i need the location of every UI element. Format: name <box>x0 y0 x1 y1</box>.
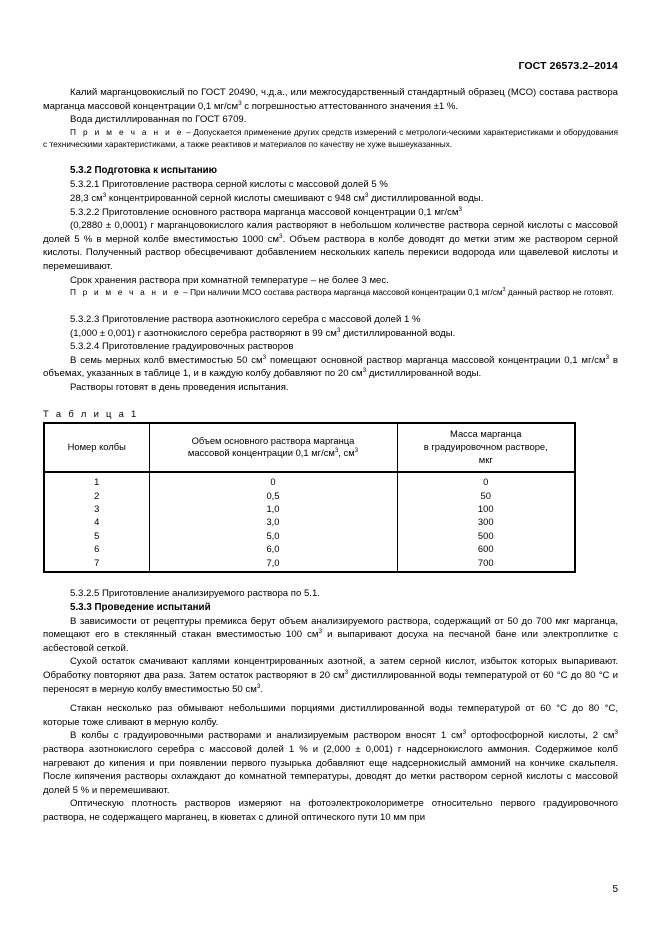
spacer <box>43 573 618 587</box>
cell-volume: 0 <box>149 472 397 488</box>
cell-flask-number: 1 <box>44 472 149 488</box>
text-533-p2-c: . <box>260 683 264 695</box>
sup-cm3: 3 <box>502 287 506 294</box>
paragraph-533-p3: Стакан несколько раз обмывают небольшими порциями дистиллированной воды температурой от 60 °С до 80 °С, которые тоже сливают в мерную колбу. <box>43 703 618 728</box>
spacer <box>43 299 618 313</box>
paragraph-5-3-2-4: 5.3.2.4 Приготовление градуировочных растворов <box>70 341 294 353</box>
sup-cm3: 3 <box>336 326 341 334</box>
paragraph-533-p1 <box>43 615 618 656</box>
table-caption: Т а б л и ц а 1 <box>43 408 139 420</box>
cell-flask-number: 3 <box>44 502 149 515</box>
paragraph-5-3-2-2-body <box>43 219 618 273</box>
col3-line1: Масса марганца <box>450 428 522 440</box>
text-533-p4-c: раствора азотнокислого серебра с массовой долей 1 % и (2,000 ± 0,001) г надсернокислого аммония. Содержимое колб нагревают до кипения и при появлении первого пузырька добавляют еще надсернокислый аммоний на кончике скальпеля. После кипячения растворы охлаждают до комнатной температуры, доводят до метки раствором серной кислоты с массовой долей 5 % и перемешивают. <box>43 744 618 796</box>
cell-mass: 0 <box>483 476 489 488</box>
sup-cm3: 3 <box>238 99 242 107</box>
text-5323-a: (1,000 ± 0,001) г азотнокислого серебра растворяют в 99 см <box>70 327 337 339</box>
paragraph-533-p4 <box>43 729 618 797</box>
sup-cm3: 3 <box>279 232 283 240</box>
table-row <box>44 489 575 502</box>
text-533-p1-b: и выпаривают досуха на песчаной бане или электроплитке с асбестовой сеткой. <box>43 629 618 654</box>
cell-volume: 1,0 <box>149 502 397 515</box>
text-5321-b: концентрированной серной кислоты смешивают с 948 см <box>106 192 365 204</box>
cell-mass: 500 <box>477 529 494 541</box>
sup-cm3: 3 <box>256 682 261 690</box>
sup-cm3: 3 <box>458 205 462 213</box>
paragraph-prepare-same-day: Растворы готовят в день проведения испытания. <box>70 381 289 393</box>
sup-cm3: 3 <box>334 447 339 455</box>
sup-cm3: 3 <box>462 729 467 737</box>
heading-5-3-2: 5.3.2 Подготовка к испытанию <box>70 165 218 177</box>
table-row <box>44 529 575 542</box>
col3-line2: в градуировочном растворе, <box>423 441 548 453</box>
col2-line1: Объем основного раствора марганца <box>191 434 355 446</box>
col-header-stock-solution-volume <box>149 423 397 472</box>
col2-line2a: массовой концентрации 0,1 мг/см <box>187 447 335 459</box>
sup-cm3: 3 <box>362 367 367 375</box>
note-2-label: П р и м е ч а н и е <box>70 287 181 298</box>
sup-cm3: 3 <box>344 668 349 676</box>
paragraph-5-3-2-3-body <box>43 327 618 341</box>
col-header-flask-number: Номер колбы <box>44 423 149 472</box>
paragraph-533-p5: Оптическую плотность растворов измеряют на фотоэлектроколориметре относительно первого градуировочного раствора, не содержащего марганец, в кюветах с длиной оптического пути 10 мм при <box>43 798 618 824</box>
paragraph-5-3-2-3: 5.3.2.3 Приготовление раствора азотнокислого серебра с массовой долей 1 % <box>70 313 421 325</box>
cell-volume: 5,0 <box>149 529 397 542</box>
text-5321-a: 28,3 см <box>70 192 103 204</box>
text-potassium-1: Калий марганцовокислый по ГОСТ 20490, ч.д.а., или межгосударственный стандартный образец (МСО) состава раствора марганца массовой концентрации 0,1 мг/см <box>43 87 618 112</box>
paragraph-533-p2 <box>43 655 618 696</box>
text-5324-b: помещают основной раствор марганца массовой концентрации 0,1 мг/см <box>266 354 606 366</box>
text-5323-b: дистиллированной воды. <box>340 327 456 339</box>
text-5322-body-a: (0,2880 ± 0,0001) г марганцовокислого калия растворяют в небольшом количестве раствора серной кислоты с массовой долей 5 % в мерной колбе вместимостью 1000 см <box>43 220 618 245</box>
text-533-p4-b: ортофосфорной кислоты, 2 см <box>466 730 615 742</box>
cell-mass: 50 <box>480 489 491 501</box>
cell-flask-number: 5 <box>44 529 149 542</box>
cell-flask-number: 4 <box>44 515 149 528</box>
cell-volume: 7,0 <box>149 556 397 572</box>
cell-flask-number: 6 <box>44 542 149 555</box>
col3-line3: мкг <box>478 453 493 465</box>
page-header-standard-id: ГОСТ 26573.2–2014 <box>518 60 618 72</box>
cell-mass: 100 <box>477 503 494 515</box>
text-5322-a: 5.3.2.2 Приготовление основного раствора марганца массовой концентрации 0,1 мг/см <box>70 206 459 218</box>
note-2 <box>43 287 618 299</box>
sup-cm3: 3 <box>354 447 359 455</box>
table-row <box>44 515 575 528</box>
note-2-text-b: данный раствор не готовят. <box>505 287 614 298</box>
text-533-p2-a: Сухой остаток смачивают каплями концентрированных азотной, а затем серной кислот, избыток которых выпаривают. Обработку повторяют два раза. Затем остаток растворяют в 20 см <box>43 656 618 682</box>
note-1-label: П р и м е ч а н и е <box>70 126 184 137</box>
table-header <box>44 423 575 472</box>
paragraph-5-3-2-4-body <box>43 354 618 381</box>
cell-volume: 0,5 <box>149 489 397 502</box>
col-header-manganese-mass <box>397 423 575 472</box>
table-1-calibration-solutions <box>43 422 576 573</box>
cell-volume: 6,0 <box>149 542 397 555</box>
paragraph-5-3-2-2 <box>43 206 618 220</box>
note-1 <box>43 127 618 151</box>
table-body <box>44 472 575 572</box>
text-533-p4-a: В колбы с градуировочными растворами и анализируемым раствором вносят 1 см <box>70 730 463 742</box>
cell-flask-number: 2 <box>44 489 149 502</box>
text-5321-c: дистиллированной воды. <box>368 192 484 204</box>
paragraph-5-3-2-1-body <box>43 192 618 206</box>
col2-line2b: , см <box>338 447 355 459</box>
sup-cm3: 3 <box>614 729 618 737</box>
paragraph-potassium-permanganate <box>43 86 618 113</box>
sup-cm3: 3 <box>318 628 323 636</box>
table-row <box>44 556 575 572</box>
note-2-text-a: – При наличии МСО состава раствора марганца массовой концентрации 0,1 мг/см <box>180 287 503 298</box>
paragraph-5-3-2-5: 5.3.2.5 Приготовление анализируемого раствора по 5.1. <box>70 588 320 600</box>
paragraph-storage-period: Срок хранения раствора при комнатной температуре – не более 3 мес. <box>70 274 389 286</box>
sup-cm3: 3 <box>364 191 369 199</box>
page-number: 5 <box>612 884 618 895</box>
text-533-p2-b: дистиллированной воды температурой от 60 °С до 80 °С и переносят в мерную колбу вместимостью 50 см <box>43 670 618 695</box>
text-5324-d: дистиллированной воды. <box>366 368 482 380</box>
cell-mass: 300 <box>477 516 494 528</box>
table-row <box>44 472 575 488</box>
text-5324-c: в объемах, указанных в таблице 1, и в каждую колбу добавляют по 20 см <box>43 354 619 380</box>
text-5322-body-b: . Объем раствора в колбе доводят до метки этим же раствором серной кислоты. Полученный раствор обесцвечивают добавлением нескольких капель перекиси водорода или щавелевой кислоты и перемешивают. <box>43 233 619 272</box>
cell-flask-number: 7 <box>44 556 149 572</box>
paragraph-distilled-water: Вода дистиллированная по ГОСТ 6709. <box>70 114 247 126</box>
table-row <box>44 542 575 555</box>
heading-5-3-3: 5.3.3 Проведение испытаний <box>70 601 211 613</box>
table-row <box>44 502 575 515</box>
cell-mass: 700 <box>477 556 494 568</box>
text-5324-a: В семь мерных колб вместимостью 50 см <box>70 354 263 366</box>
sup-cm3: 3 <box>605 353 610 361</box>
text-potassium-2: с погрешностью аттестованного значения ±1 %. <box>241 100 459 112</box>
paragraph-5-3-2-1: 5.3.2.1 Приготовление раствора серной кислоты с массовой долей 5 % <box>70 179 388 191</box>
table-header-row <box>44 423 575 472</box>
cell-mass: 600 <box>477 543 494 555</box>
document-body <box>43 86 618 825</box>
spacer <box>43 150 618 164</box>
sup-cm3: 3 <box>102 191 107 199</box>
sup-cm3: 3 <box>262 353 267 361</box>
spacer <box>43 394 618 408</box>
cell-volume: 3,0 <box>149 515 397 528</box>
note-1-text: – Допускается применение других средств измерений с метрологи-ческими характеристиками и оборудования с техническими характеристиками, а также реактивов и материалов по качеству не хуже вышеуказанных. <box>43 126 618 149</box>
text-533-p1-a: В зависимости от рецептуры премикса берут объем анализируемого раствора, содержащий от 50 до 700 мкг марганца, помещают его в стеклянный стакан вместимостью 100 см <box>43 615 618 641</box>
